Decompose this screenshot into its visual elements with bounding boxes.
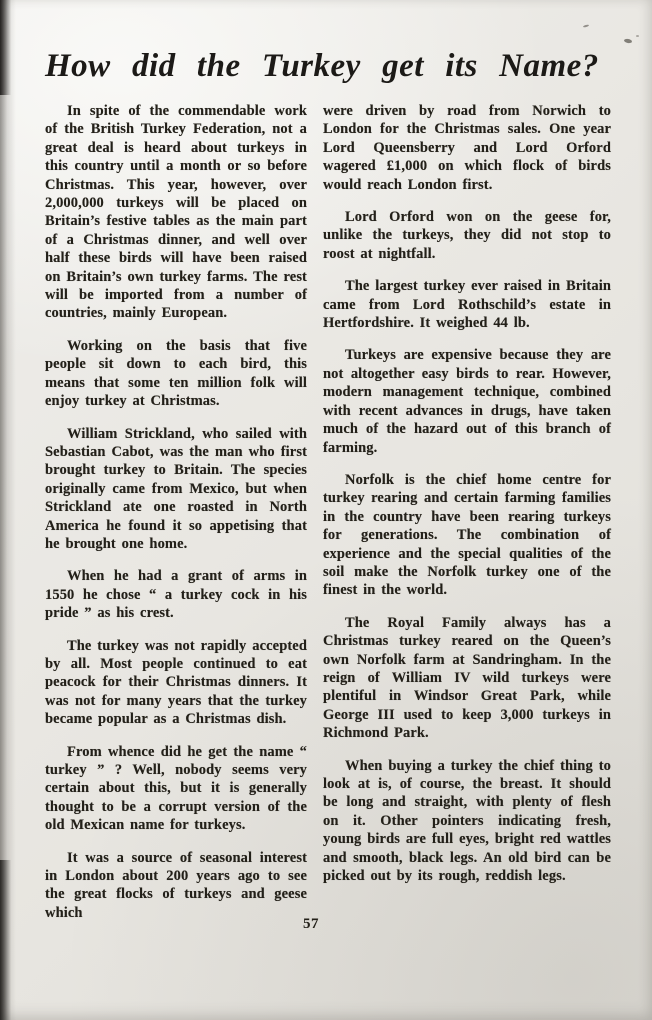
paragraph: The turkey was not rapidly accepted by all. Most people continued to eat peacock for their Christmas dinners. It was not for many years that the turkey became popular as a Christmas dish.	[45, 637, 307, 728]
column-left	[45, 102, 307, 936]
paragraph: William Strickland, who sailed with Sebastian Cabot, was the man who first brought turkey to Britain. The species originally came from Mexico, but when Strickland ate one roasted in North America he found it so appetising that he brought one home.	[45, 425, 307, 552]
page-number: 57	[303, 916, 319, 932]
paragraph: Norfolk is the chief home centre for turkey rearing and certain farming families in the country have been rearing turkeys for generations. The combination of experience and the special qualities of the soil make the Norfolk turkey one of the finest in the world.	[323, 471, 611, 599]
article-title: How did the Turkey get its Name?	[45, 48, 599, 84]
paragraph: When he had a grant of arms in 1550 he chose “ a turkey cock in his pride ” as his crest.	[45, 568, 307, 622]
scan-speck	[624, 38, 633, 43]
paragraph: Working on the basis that five people sit down to each bird, this means that some ten million folk will enjoy turkey at Christmas.	[45, 337, 307, 410]
article-body	[0, 102, 652, 936]
paragraph: The Royal Family always has a Christmas turkey reared on the Queen’s own Norfolk farm at Sandringham. In the reign of William IV wild turkeys were plentiful in Windsor Great Park, while George III used to keep 3,000 turkeys in Richmond Park.	[323, 614, 611, 742]
paragraph: When buying a turkey the chief thing to look at is, of course, the breast. It should be long and straight, with plenty of flesh on it. Other pointers indicating fresh, young birds are full eyes, bright red wattles and smooth, black legs. An old bird can be picked out by its rough, reddish legs.	[323, 757, 611, 885]
paragraph: Lord Orford won on the geese for, unlike the turkeys, they did not stop to roost at nightfall.	[323, 209, 611, 262]
paragraph: In spite of the commendable work of the British Turkey Federation, not a great deal is heard about turkeys in this country until a month or so before Christmas. This year, however, over 2,000,000 turkeys will be placed on Britain’s festive tables as the main part of a Christmas dinner, and well over half these birds will have been raised on Britain’s own turkey farms. The rest will be imported from a number of countries, mainly European.	[45, 103, 307, 322]
paragraph: From whence did he get the name “ turkey ” ? Well, nobody seems very certain about this, but it is generally thought to be a corrupt version of the old Mexican name for turkeys.	[45, 743, 307, 834]
column-right	[323, 102, 611, 936]
paragraph: Turkeys are expensive because they are not altogether easy birds to rear. However, modern management technique, combined with recent advances in drugs, have taken much of the hazard out of this branch of farming.	[323, 347, 611, 456]
paragraph: The largest turkey ever raised in Britain came from Lord Rothschild’s estate in Hertfordshire. It weighed 44 lb.	[323, 278, 611, 332]
scan-speck	[636, 35, 639, 37]
paragraph: were driven by road from Norwich to London for the Christmas sales. One year Lord Queensberry and Lord Orford wagered £1,000 on which flock of birds would reach London first.	[323, 103, 611, 193]
paragraph: It was a source of seasonal interest in London about 200 years ago to see the great flocks of turkeys and geese which	[45, 849, 307, 921]
scan-speck	[583, 24, 589, 27]
